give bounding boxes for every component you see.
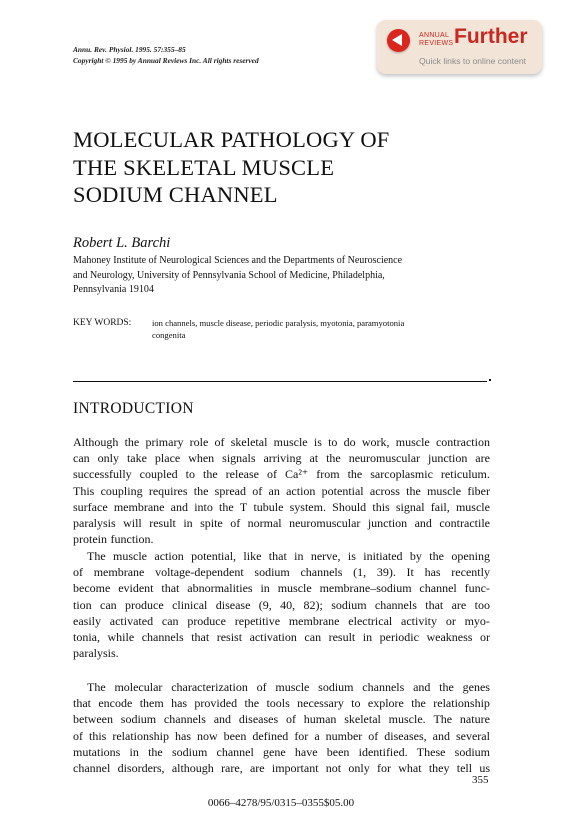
paragraph-line: easily activated can produce repetitive membrane electrical activity or myo- bbox=[73, 613, 490, 628]
affiliation-line: and Neurology, University of Pennsylvania School of Medicine, Philadelphia, bbox=[73, 269, 385, 281]
footer-code: 0066–4278/95/0315–0355$05.00 bbox=[207, 797, 355, 809]
copyright-line: Copyright © 1995 by Annual Reviews Inc. All rights reserved bbox=[73, 56, 259, 65]
paragraph-line: channel disorders, although rare, are important not only for what they tell us bbox=[73, 761, 490, 776]
section-heading: INTRODUCTION bbox=[73, 400, 194, 417]
author-affiliation bbox=[73, 254, 493, 298]
affiliation-line: Mahoney Institute of Neurological Sciences and the Departments of Neuroscience bbox=[73, 255, 403, 266]
paragraph-line: Although the primary role of skeletal muscle is to do work, muscle contraction bbox=[73, 435, 490, 449]
paragraph-3 bbox=[73, 679, 490, 776]
page-number: 355 bbox=[472, 774, 489, 786]
paragraph-line: paralysis. bbox=[73, 646, 119, 661]
paragraph-line: The muscle action potential, like that in nerve, is initiated by the opening bbox=[87, 549, 490, 563]
paragraph-1 bbox=[73, 434, 490, 547]
paragraph-line: tion can produce clinical disease (9, 40, 82); sodium channels that are too bbox=[73, 597, 490, 612]
paragraph-line: become evident that abnormalities in muscle membrane–sodium channel func- bbox=[73, 581, 490, 596]
badge-reviews-label: REVIEWS bbox=[419, 40, 454, 47]
section-divider bbox=[73, 381, 487, 382]
paragraph-line: successfully coupled to the release of Ca²⁺ from the sarcoplasmic reticulum. bbox=[73, 467, 490, 482]
keywords-label: KEY WORDS: bbox=[73, 318, 132, 328]
paragraph-line: can only take place when signals arriving at the neuromuscular junction are bbox=[73, 451, 490, 466]
paragraph-line: The molecular characterization of muscle sodium channels and the genes bbox=[87, 680, 490, 694]
divider-dot bbox=[489, 379, 491, 381]
paragraph-2 bbox=[73, 548, 490, 661]
affiliation-line: Pennsylvania 19104 bbox=[73, 284, 154, 295]
badge-further-label: Further bbox=[454, 25, 528, 48]
paragraph-line: tonia, while channels that resist activation can result in periodic weakness or bbox=[73, 630, 490, 645]
back-arrow-icon bbox=[387, 29, 410, 52]
keywords-line: ion channels, muscle disease, periodic paralysis, myotonia, paramyotonia bbox=[152, 318, 405, 328]
keywords-line: congenita bbox=[152, 329, 186, 340]
paragraph-line: mutations in the sodium channel gene have been identified. These sodium bbox=[73, 744, 490, 759]
paragraph-line: that encode them has provided the tools necessary to explore the relationship bbox=[73, 696, 490, 711]
article-title bbox=[73, 126, 390, 209]
paragraph-line: paralysis will result in spite of normal neuromuscular junction and contractile bbox=[73, 516, 490, 531]
paragraph-line: surface membrane and into the T tubule system. Should this signal fail, muscle bbox=[73, 499, 490, 514]
paragraph-line: protein function. bbox=[73, 532, 154, 547]
title-line: THE SKELETAL MUSCLE bbox=[73, 154, 335, 180]
paragraph-line: of this relationship has now been defined for a number of diseases, and several bbox=[73, 728, 490, 743]
author-name: Robert L. Barchi bbox=[73, 235, 171, 251]
annual-reviews-further-badge[interactable] bbox=[377, 20, 542, 74]
title-line: MOLECULAR PATHOLOGY OF bbox=[73, 127, 390, 152]
paragraph-line: between sodium channels and diseases of human skeletal muscle. The nature bbox=[73, 712, 490, 727]
paragraph-line: This coupling requires the spread of an action potential across the muscle fiber bbox=[73, 483, 490, 498]
badge-subtitle: Quick links to online content bbox=[419, 56, 527, 66]
paragraph-line: of membrane voltage-dependent sodium channels (1, 39). It has recently bbox=[73, 565, 490, 580]
journal-citation: Annu. Rev. Physiol. 1995. 57:355–85 bbox=[73, 45, 186, 54]
title-line: SODIUM CHANNEL bbox=[73, 182, 278, 207]
badge-annual-label: ANNUAL bbox=[419, 32, 450, 39]
keywords-list bbox=[152, 318, 482, 341]
